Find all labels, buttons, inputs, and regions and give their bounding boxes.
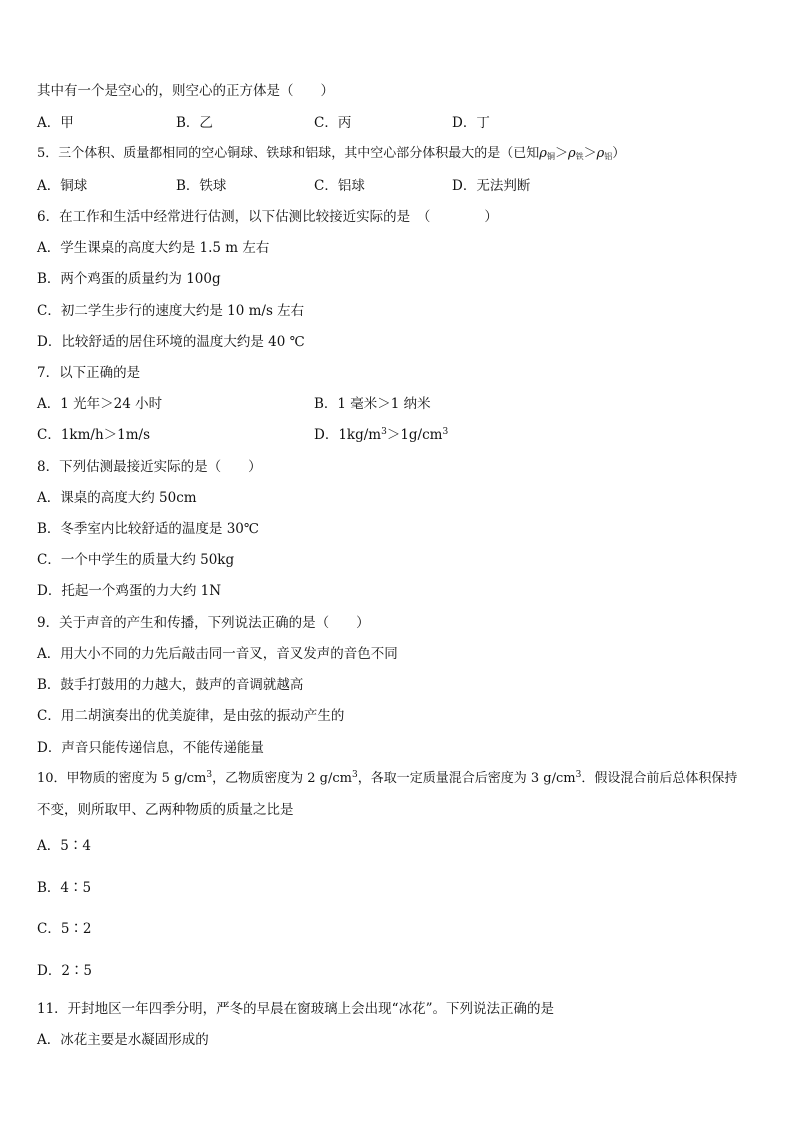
q5-option-a: A．铜球 bbox=[37, 178, 88, 194]
q6-option-d: D．比较舒适的居住环境的温度大约是 40 ℃ bbox=[37, 334, 305, 350]
q7-option-d bbox=[314, 426, 448, 444]
q4-option-a: A．甲 bbox=[37, 115, 74, 131]
q8-option-a: A．课桌的高度大约 50cm bbox=[37, 490, 197, 506]
q6-option-a: A．学生课桌的高度大约是 1.5 m 左右 bbox=[37, 240, 270, 256]
rho-sub-aluminum: 铝 bbox=[604, 152, 613, 161]
q5-option-c: C．铝球 bbox=[314, 178, 365, 194]
q10-option-c: C．5∶2 bbox=[37, 921, 92, 937]
q7-stem: 7．以下正确的是 bbox=[37, 365, 141, 381]
q5-stem-prefix: 5．三个体积、质量都相同的空心铜球、铁球和铝球，其中空心部分体积最大的是（已知 bbox=[37, 146, 540, 161]
q9-option-d: D．声音只能传递信息，不能传递能量 bbox=[37, 740, 264, 756]
rho-symbol: ρ bbox=[596, 146, 605, 161]
q7-option-c: C．1km/h＞1m/s bbox=[37, 427, 151, 443]
q7-option-d-part2: ＞1g/cm bbox=[386, 427, 443, 443]
q5-option-d: D．无法判断 bbox=[452, 178, 531, 194]
q4-option-b: B．乙 bbox=[176, 115, 213, 131]
q10-stem-line2: 不变，则所取甲、乙两种物质的质量之比是 bbox=[37, 802, 294, 818]
q10-stem-line1 bbox=[37, 770, 737, 788]
q11-stem: 11．开封地区一年四季分明，严冬的早晨在窗玻璃上会出现“冰花”。下列说法正确的是 bbox=[37, 1001, 554, 1017]
exponent: 3 bbox=[351, 770, 358, 780]
q8-option-d: D．托起一个鸡蛋的力大约 1N bbox=[37, 583, 222, 599]
greater-than-symbol: ＞ bbox=[554, 146, 568, 161]
q8-option-c: C．一个中学生的质量大约 50kg bbox=[37, 552, 235, 568]
q6-stem: 6．在工作和生活中经常进行估测，以下估测比较接近实际的是 （ ） bbox=[37, 209, 498, 225]
q9-stem: 9．关于声音的产生和传播，下列说法正确的是（ ） bbox=[37, 615, 370, 631]
rho-symbol: ρ bbox=[567, 146, 576, 161]
q6-option-c: C．初二学生步行的速度大约是 10 m/s 左右 bbox=[37, 303, 305, 319]
greater-than-symbol: ＞ bbox=[583, 146, 597, 161]
q4-option-c: C．丙 bbox=[314, 115, 352, 131]
rho-symbol: ρ bbox=[539, 146, 547, 161]
exponent: 3 bbox=[442, 427, 449, 437]
rho-sub-iron: 铁 bbox=[575, 152, 584, 161]
exponent: 3 bbox=[381, 427, 387, 437]
q7-option-b: B．1 毫米＞1 纳米 bbox=[314, 396, 431, 412]
q4-stem-tail: 其中有一个是空心的，则空心的正方体是（ ） bbox=[37, 83, 334, 99]
q9-option-c: C．用二胡演奏出的优美旋律，是由弦的振动产生的 bbox=[37, 708, 345, 724]
q4-option-d: D．丁 bbox=[452, 115, 490, 131]
rho-sub-copper: 铜 bbox=[546, 152, 555, 161]
exponent: 3 bbox=[206, 770, 213, 780]
q7-option-a: A．1 光年＞24 小时 bbox=[37, 396, 163, 412]
q5-stem-suffix: ） bbox=[612, 146, 626, 161]
q8-option-b: B．冬季室内比较舒适的温度是 30℃ bbox=[37, 521, 259, 537]
q9-option-b: B．鼓手打鼓用的力越大，鼓声的音调就越高 bbox=[37, 677, 304, 693]
q10-option-a: A．5∶4 bbox=[37, 838, 91, 854]
q11-option-a: A．冰花主要是水凝固形成的 bbox=[37, 1032, 209, 1048]
q10-part4: ．假设混合前后总体积保持 bbox=[581, 771, 738, 786]
q10-option-d: D．2∶5 bbox=[37, 963, 93, 979]
q5-option-b: B．铁球 bbox=[176, 178, 227, 194]
q10-option-b: B．4∶5 bbox=[37, 880, 92, 896]
q5-stem bbox=[37, 145, 625, 163]
q10-part2: ，乙物质密度为 2 g/cm bbox=[212, 771, 352, 786]
exponent: 3 bbox=[575, 770, 582, 780]
q6-option-b: B．两个鸡蛋的质量约为 100g bbox=[37, 271, 221, 287]
q7-option-d-part1: D．1kg/m bbox=[314, 427, 382, 443]
q9-option-a: A．用大小不同的力先后敲击同一音叉，音叉发声的音色不同 bbox=[37, 646, 398, 662]
q8-stem: 8．下列估测最接近实际的是（ ） bbox=[37, 459, 262, 475]
q10-part1: 10．甲物质的密度为 5 g/cm bbox=[37, 771, 207, 786]
q10-part3: ，各取一定质量混合后密度为 3 g/cm bbox=[357, 771, 576, 786]
